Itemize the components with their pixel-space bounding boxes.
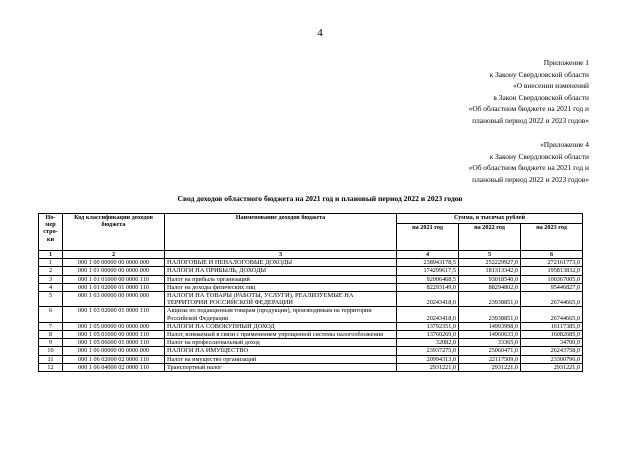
row-code: 000 1 03 00000 00 0000 000 [63, 292, 165, 307]
column-index: 5 [459, 251, 521, 259]
table-row [39, 355, 583, 363]
column-index: 4 [397, 251, 459, 259]
row-number: 6 [39, 307, 63, 322]
row-value-2021: 2931221,0 [397, 363, 459, 371]
row-value-2021: 20243418,0 [397, 292, 459, 307]
appendix-1-line: в Закон Свердловской области [493, 92, 589, 102]
table-row [39, 363, 583, 371]
table-row [39, 259, 583, 267]
appendix-1-line: к Закону Свердловской области [489, 69, 589, 79]
row-number: 9 [39, 339, 63, 347]
row-code: 000 1 00 00000 00 0000 000 [63, 259, 165, 267]
row-value-2022: 14960633,0 [459, 331, 521, 339]
table-row [39, 267, 583, 275]
row-value-2021: 32082,0 [397, 339, 459, 347]
appendix-1-line: плановый период 2022 и 2023 годов» [472, 115, 589, 125]
row-name: Налог на профессиональный доход [165, 339, 397, 347]
row-number: 3 [39, 275, 63, 283]
row-value-2023: 195813832,0 [521, 267, 583, 275]
row-name: НАЛОГИ НА ИМУЩЕСТВО [165, 347, 397, 355]
row-name: НАЛОГОВЫЕ И НЕНАЛОГОВЫЕ ДОХОДЫ [165, 259, 397, 267]
row-value-2023: 26744665,0 [521, 307, 583, 322]
table-row [39, 322, 583, 330]
table-row [39, 347, 583, 355]
row-value-2021: 82293149,0 [397, 283, 459, 291]
row-value-2021: 20994313,0 [397, 355, 459, 363]
row-value-2022: 25060471,0 [459, 347, 521, 355]
row-code: 000 1 05 01000 00 0000 110 [63, 331, 165, 339]
row-name: НАЛОГИ НА СОВОКУПНЫЙ ДОХОД [165, 322, 397, 330]
column-index: 2 [63, 251, 165, 259]
table-row [39, 275, 583, 283]
row-value-2023: 2931221,0 [521, 363, 583, 371]
appendix-1-line: «О внесении изменений [513, 81, 589, 91]
column-index-row [39, 251, 583, 259]
row-name: НАЛОГИ НА ТОВАРЫ (РАБОТЫ, УСЛУГИ), РЕАЛИЗУЕМЫЕ НА ТЕРРИТОРИИ РОССИЙСКОЙ ФЕДЕРАЦИИ [165, 292, 397, 307]
row-value-2022: 33365,0 [459, 339, 521, 347]
row-number: 4 [39, 283, 63, 291]
header-name: Наименование доходов бюджета [165, 214, 397, 251]
row-code: 000 1 06 04000 02 0000 110 [63, 363, 165, 371]
row-value-2022: 181313342,0 [459, 267, 521, 275]
row-name: Налог на доходы физических лиц [165, 283, 397, 291]
column-index: 6 [521, 251, 583, 259]
header-2022: на 2022 год [459, 224, 521, 251]
row-name: НАЛОГИ НА ПРИБЫЛЬ, ДОХОДЫ [165, 267, 397, 275]
row-number: 10 [39, 347, 63, 355]
row-value-2021: 13760269,0 [397, 331, 459, 339]
budget-table [38, 213, 583, 372]
appendix-1-line: «Об областном бюджете на 2021 год и [468, 104, 589, 114]
row-value-2023: 26744665,0 [521, 292, 583, 307]
row-value-2021: 13792351,0 [397, 322, 459, 330]
appendix-1-block [469, 57, 589, 127]
appendix-4-line: к Закону Свердловской области [489, 151, 589, 161]
row-value-2022: 252229927,0 [459, 259, 521, 267]
appendix-4-block [469, 139, 589, 185]
row-value-2022: 22117509,0 [459, 355, 521, 363]
row-number: 5 [39, 292, 63, 307]
table-row [39, 292, 583, 307]
row-code: 000 1 06 02000 02 0000 110 [63, 355, 165, 363]
appendix-4-line: «Об областном бюджете на 2021 год и [468, 163, 589, 173]
header-2023: на 2023 год [521, 224, 583, 251]
row-code: 000 1 01 00000 00 0000 000 [63, 267, 165, 275]
row-number: 1 [39, 259, 63, 267]
table-header-row [39, 214, 583, 224]
row-value-2022: 93018540,0 [459, 275, 521, 283]
row-value-2021: 92006468,5 [397, 275, 459, 283]
row-value-2022: 88294802,0 [459, 283, 521, 291]
row-value-2023: 95446827,0 [521, 283, 583, 291]
row-name: Налог на имущество организаций [165, 355, 397, 363]
row-code: 000 1 01 02000 01 0000 110 [63, 283, 165, 291]
row-value-2023: 23300796,0 [521, 355, 583, 363]
row-value-2022: 2931221,0 [459, 363, 521, 371]
row-name: Налог, взимаемый в связи с применением упрощенной системы налогообложения [165, 331, 397, 339]
table-row [39, 339, 583, 347]
row-name: Транспортный налог [165, 363, 397, 371]
row-number: 2 [39, 267, 63, 275]
appendix-4-line: «Приложение 4 [540, 140, 589, 149]
appendix-1-line: Приложение 1 [543, 58, 589, 67]
row-number: 12 [39, 363, 63, 371]
row-value-2022: 23938851,0 [459, 307, 521, 322]
row-name: Акцизы по подакцизным товарам (продукции), производимым на территории Российской Федерации [165, 307, 397, 322]
row-value-2023: 26243758,0 [521, 347, 583, 355]
row-value-2022: 14993998,0 [459, 322, 521, 330]
document-title: Свод доходов областного бюджета на 2021 год и плановый период 2022 и 2023 годов [177, 194, 463, 203]
page-number: 4 [317, 27, 323, 39]
row-code: 000 1 05 06000 01 0000 110 [63, 339, 165, 347]
row-number: 7 [39, 322, 63, 330]
column-index: 3 [165, 251, 397, 259]
header-2021: на 2021 год [397, 224, 459, 251]
row-value-2021: 20243418,0 [397, 307, 459, 322]
appendix-4-line: плановый период 2022 и 2023 годов» [472, 174, 589, 184]
row-value-2023: 16082685,0 [521, 331, 583, 339]
row-value-2021: 23937275,0 [397, 347, 459, 355]
column-index: 1 [39, 251, 63, 259]
row-code: 000 1 05 00000 00 0000 000 [63, 322, 165, 330]
table-row [39, 283, 583, 291]
row-number: 11 [39, 355, 63, 363]
row-value-2023: 272161773,0 [521, 259, 583, 267]
row-value-2022: 23938851,0 [459, 292, 521, 307]
row-value-2021: 174299617,5 [397, 267, 459, 275]
table-row [39, 307, 583, 322]
row-number: 8 [39, 331, 63, 339]
header-code: Код классификации доходов бюджета [63, 214, 165, 251]
row-code: 000 1 06 00000 00 0000 000 [63, 347, 165, 355]
header-num: Но-мер стро-ки [39, 214, 63, 251]
table-row [39, 331, 583, 339]
row-value-2023: 34700,0 [521, 339, 583, 347]
row-value-2023: 100367005,0 [521, 275, 583, 283]
header-sum: Сумма, в тысячах рублей [397, 214, 583, 224]
row-value-2023: 16117385,0 [521, 322, 583, 330]
row-value-2021: 238943178,5 [397, 259, 459, 267]
row-code: 000 1 03 02000 01 0000 110 [63, 307, 165, 322]
row-code: 000 1 01 01000 00 0000 110 [63, 275, 165, 283]
row-name: Налог на прибыль организаций [165, 275, 397, 283]
